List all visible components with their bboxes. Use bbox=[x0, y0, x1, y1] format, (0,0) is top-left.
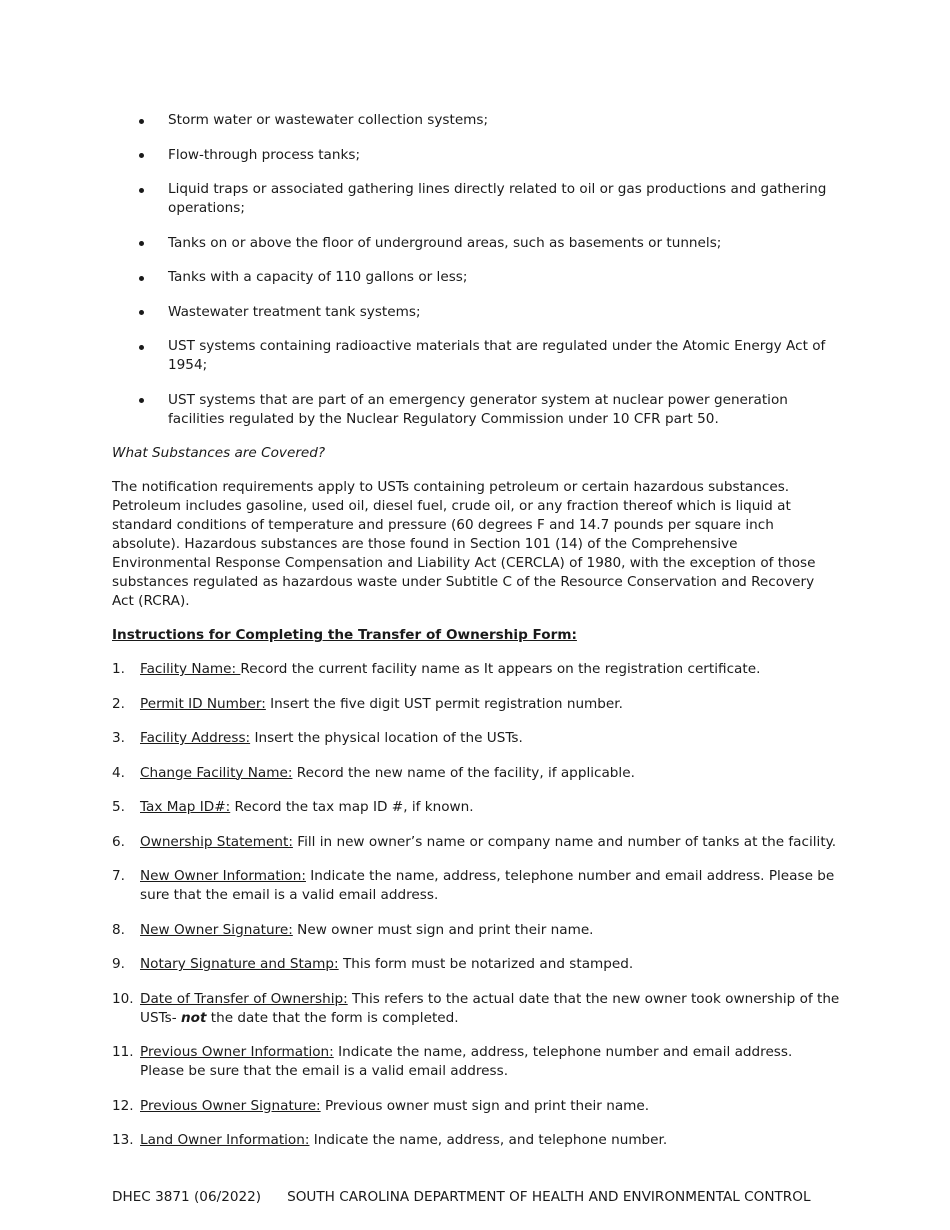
list-item bbox=[112, 234, 840, 253]
instruction-text: Previous owner must sign and print their name. bbox=[320, 1097, 650, 1114]
instruction-text: Insert the five digit UST permit registration number. bbox=[265, 695, 623, 712]
instruction-item bbox=[112, 695, 840, 714]
bullet-icon bbox=[139, 276, 144, 281]
instruction-label: Previous Owner Information: bbox=[140, 1044, 334, 1060]
instruction-number: 1. bbox=[112, 661, 125, 677]
instruction-number: 11. bbox=[112, 1044, 134, 1060]
instruction-label: Previous Owner Signature: bbox=[140, 1097, 321, 1114]
bullet-icon bbox=[139, 310, 144, 315]
instruction-item bbox=[112, 660, 840, 679]
list-item bbox=[112, 268, 840, 287]
page-footer bbox=[112, 1188, 811, 1207]
instruction-label: Land Owner Information: bbox=[140, 1132, 310, 1148]
list-item bbox=[112, 303, 840, 322]
instruction-item bbox=[112, 764, 840, 783]
instruction-number: 9. bbox=[112, 956, 125, 972]
list-item-text: Storm water or wastewater collection systems; bbox=[168, 112, 489, 128]
instruction-number: 10. bbox=[112, 990, 134, 1007]
bullet-icon bbox=[139, 398, 144, 403]
instruction-label: Notary Signature and Stamp: bbox=[140, 956, 339, 972]
list-item-text: Liquid traps or associated gathering lines directly related to oil or gas productions and gathering operations; bbox=[168, 181, 827, 216]
instruction-number: 4. bbox=[112, 764, 125, 781]
instruction-label: New Owner Signature: bbox=[140, 921, 293, 938]
list-item-text: UST systems containing radioactive materials that are regulated under the Atomic Energy Act of 1954; bbox=[168, 338, 826, 373]
bullet-icon bbox=[139, 241, 144, 246]
instruction-item bbox=[112, 729, 840, 748]
list-item bbox=[112, 337, 840, 375]
instruction-label: Permit ID Number: bbox=[140, 695, 266, 712]
list-item bbox=[112, 146, 840, 165]
instruction-text: Record the new name of the facility, if applicable. bbox=[292, 764, 635, 781]
instruction-text: This refers to the actual date that the new owner took ownership of the USTs- bbox=[140, 990, 840, 1026]
instruction-number: 3. bbox=[112, 730, 125, 746]
instruction-item bbox=[112, 921, 840, 940]
instruction-item bbox=[112, 1043, 840, 1081]
bullet-icon bbox=[139, 188, 144, 193]
instruction-text: Fill in new owner’s name or company name and number of tanks at the facility. bbox=[292, 833, 837, 850]
instruction-label: Facility Address: bbox=[140, 730, 251, 746]
instruction-number: 13. bbox=[112, 1132, 134, 1148]
instruction-text: Indicate the name, address, telephone number and email address. Please be sure that the email is a valid email address. bbox=[140, 868, 835, 903]
instruction-number: 6. bbox=[112, 833, 125, 850]
instructions-list bbox=[112, 660, 840, 1150]
instruction-label: New Owner Information: bbox=[140, 868, 306, 884]
instruction-label: Ownership Statement: bbox=[140, 833, 293, 850]
bullet-icon bbox=[139, 345, 144, 350]
instruction-text: Insert the physical location of the USTs. bbox=[250, 730, 523, 746]
instruction-text: This form must be notarized and stamped. bbox=[338, 956, 634, 972]
instruction-label: Change Facility Name: bbox=[140, 764, 293, 781]
instruction-label: Tax Map ID#: bbox=[140, 799, 231, 815]
instruction-number: 12. bbox=[112, 1097, 134, 1114]
instruction-item bbox=[112, 798, 840, 817]
document-page bbox=[112, 111, 840, 1166]
list-item-text: UST systems that are part of an emergency generator system at nuclear power generation facilities regulated by the Nuclear Regulatory Commission under 10 CFR part 50. bbox=[168, 391, 788, 427]
form-code: DHEC 3871 (06/2022) bbox=[112, 1189, 262, 1205]
instruction-text: New owner must sign and print their name. bbox=[292, 921, 594, 938]
instruction-text: Record the current facility name as It appears on the registration certificate. bbox=[240, 661, 761, 677]
list-item-text: Flow-through process tanks; bbox=[168, 146, 361, 163]
instruction-text: Indicate the name, address, and telephone number. bbox=[309, 1132, 668, 1148]
agency-name: SOUTH CAROLINA DEPARTMENT OF HEALTH AND ENVIRONMENTAL CONTROL bbox=[287, 1189, 811, 1205]
instruction-label: Date of Transfer of Ownership: bbox=[140, 990, 348, 1007]
instruction-number: 2. bbox=[112, 695, 125, 712]
instruction-number: 5. bbox=[112, 799, 125, 815]
list-item-text: Tanks with a capacity of 110 gallons or less; bbox=[168, 269, 468, 285]
list-item bbox=[112, 111, 840, 130]
bullet-icon bbox=[139, 153, 144, 158]
instruction-text-after: the date that the form is completed. bbox=[206, 1009, 459, 1026]
instruction-number: 7. bbox=[112, 868, 125, 884]
bullet-icon bbox=[139, 119, 144, 124]
instruction-text: Indicate the name, address, telephone number and email address. Please be sure that the email is a valid email address. bbox=[140, 1044, 793, 1079]
instruction-item bbox=[112, 955, 840, 974]
list-item-text: Tanks on or above the floor of underground areas, such as basements or tunnels; bbox=[168, 234, 722, 251]
list-item bbox=[112, 391, 840, 429]
instruction-item bbox=[112, 1131, 840, 1150]
instruction-number: 8. bbox=[112, 921, 125, 938]
instruction-item bbox=[112, 1097, 840, 1116]
exclusion-list bbox=[112, 111, 840, 429]
instructions-title: Instructions for Completing the Transfer of Ownership Form: bbox=[112, 627, 577, 643]
emphasis-not: not bbox=[180, 1009, 207, 1026]
instruction-item bbox=[112, 867, 840, 905]
instruction-item bbox=[112, 833, 840, 852]
instruction-item bbox=[112, 990, 840, 1028]
substances-paragraph: The notification requirements apply to USTs containing petroleum or certain hazardous substances. Petroleum includes gasoline, used oil, diesel fuel, crude oil, or any fraction thereof which is liquid at standard conditions of temperature and pressure (60 degrees F and 14.7 pounds per square inch absolute). Hazardous substances are those found in Section 101 (14) of the Comprehensive Environmental Response Compensation and Liability Act (CERCLA) of 1980, with the exception of those substances regulated as hazardous waste under Subtitle C of the Resource Conservation and Recovery Act (RCRA). bbox=[112, 479, 816, 609]
list-item bbox=[112, 180, 840, 218]
list-item-text: Wastewater treatment tank systems; bbox=[168, 303, 421, 320]
instruction-label: Facility Name: bbox=[140, 661, 241, 677]
instruction-text: Record the tax map ID #, if known. bbox=[230, 799, 474, 815]
substances-heading: What Substances are Covered? bbox=[112, 445, 326, 461]
